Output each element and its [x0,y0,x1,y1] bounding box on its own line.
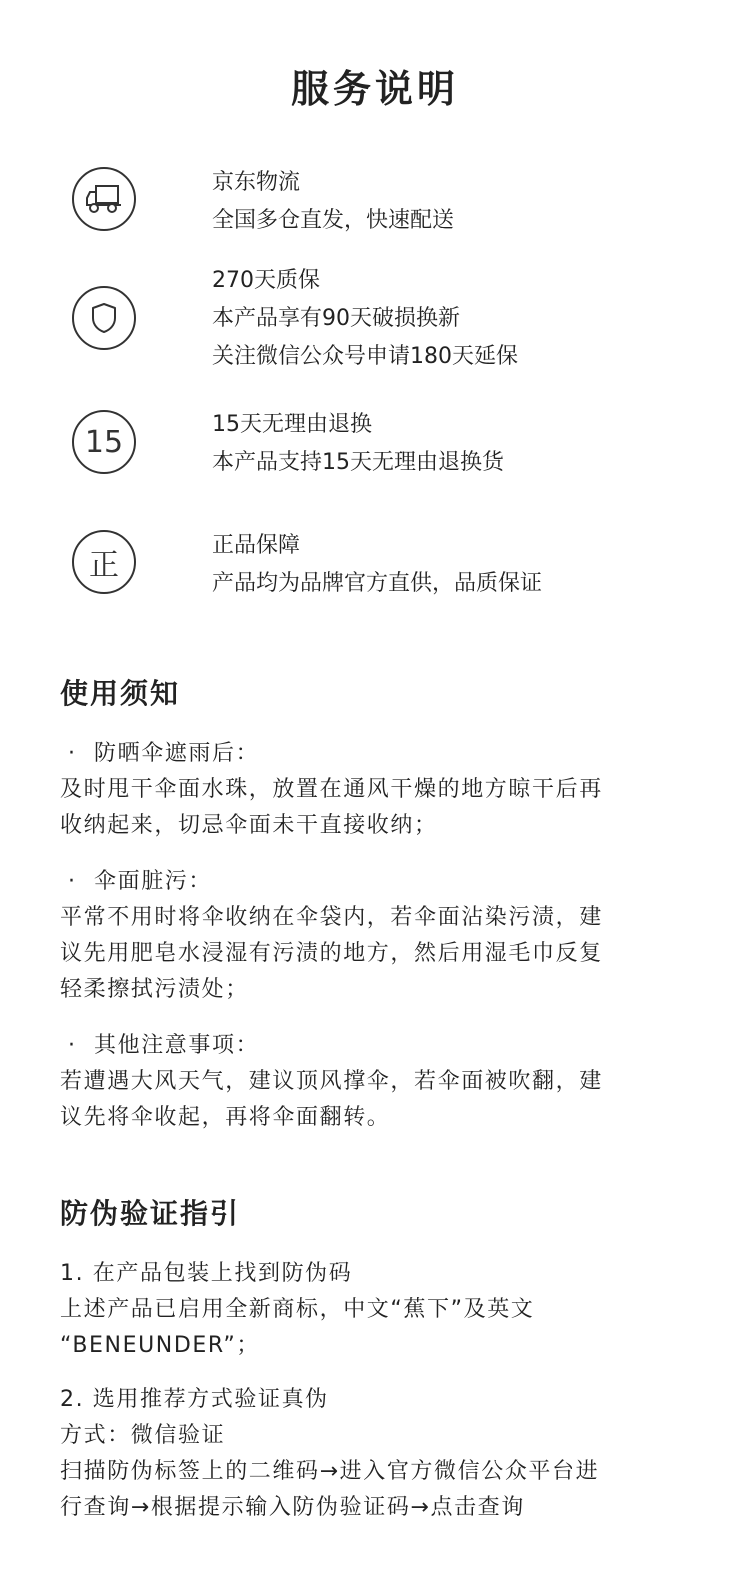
service-text [212,527,542,603]
service-text [212,406,504,482]
usage-line: 议先将伞收起，再将伞面翻转。 [60,1105,391,1130]
anti-fake-step [60,1382,700,1526]
bullet: · [68,741,77,766]
step-heading: 1. 在产品包装上找到防伪码 [60,1261,353,1286]
service-desc: 本产品享有90天破损换新 [212,306,460,331]
bullet: · [68,869,77,894]
shield-icon [72,286,136,350]
truck-icon [72,167,136,231]
service-title: 正品保障 [212,533,301,558]
usage-item-heading [60,864,700,900]
usage-section-title: 使用须知 [60,677,181,710]
step-heading: 2. 选用推荐方式验证真伪 [60,1387,329,1412]
zheng-icon [72,530,136,594]
usage-item [60,1028,700,1136]
anti-fake-section-title: 防伪验证指引 [60,1197,241,1230]
usage-heading-text: 伞面脏污： [94,869,213,894]
step-line: 行查询→根据提示输入防伪验证码→点击查询 [60,1495,525,1520]
fifteen-icon-text: 15 [84,424,124,460]
service-text [212,262,518,376]
usage-line: 议先用肥皂水浸湿有污渍的地方，然后用湿毛巾反复 [60,941,603,966]
anti-fake-step [60,1256,700,1364]
usage-line: 平常不用时将伞收纳在伞袋内，若伞面沾染污渍，建 [60,905,603,930]
usage-item-heading [60,736,700,772]
zheng-icon-text: 正 [89,548,119,583]
fifteen-icon [72,410,136,474]
step-line: 扫描防伪标签上的二维码→进入官方微信公众平台进 [60,1459,600,1484]
usage-heading-text: 防晒伞遮雨后： [94,741,260,766]
page-title: 服务说明 [290,67,459,111]
step-line: 方式：微信验证 [60,1423,226,1448]
usage-item [60,864,700,1008]
usage-item [60,736,700,844]
usage-line: 若遭遇大风天气，建议顶风撑伞，若伞面被吹翻，建 [60,1069,603,1094]
service-title: 270天质保 [212,268,320,293]
service-desc: 本产品支持15天无理由退换货 [212,450,504,475]
service-desc: 产品均为品牌官方直供，品质保证 [212,571,543,596]
usage-line: 收纳起来，切忌伞面未干直接收纳； [60,813,438,838]
usage-item-heading [60,1028,700,1064]
usage-line: 及时甩干伞面水珠，放置在通风干燥的地方晾干后再 [60,777,603,802]
step-line: “BENEUNDER”； [60,1333,260,1358]
step-line: 上述产品已启用全新商标，中文“蕉下”及英文 [60,1297,535,1322]
service-title: 15天无理由退换 [212,412,372,437]
bullet: · [68,1033,77,1058]
service-title: 京东物流 [212,170,301,195]
usage-heading-text: 其他注意事项： [94,1033,260,1058]
service-desc: 关注微信公众号申请180天延保 [212,344,518,369]
service-desc: 全国多仓直发，快速配送 [212,208,455,233]
service-text [212,164,454,240]
usage-line: 轻柔擦拭污渍处； [60,977,249,1002]
